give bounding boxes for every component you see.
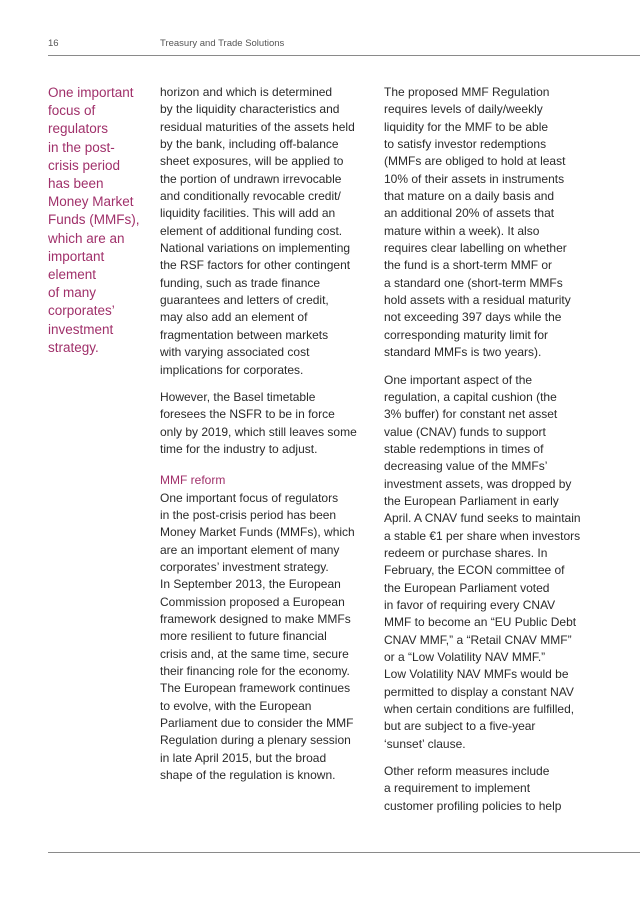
text-line: stable redemptions in times of (384, 441, 544, 456)
text-line: with varying associated cost (160, 345, 310, 360)
text-line: liquidity facilities. This will add an (160, 206, 336, 221)
text-line: which are an (48, 230, 125, 246)
text-line: horizon and which is determined (160, 85, 333, 99)
text-line: in the post-crisis period has been (160, 507, 337, 522)
paragraph (384, 763, 599, 815)
text-line: focus of (48, 103, 96, 119)
text-line: a stable €1 per share when investors (384, 528, 581, 543)
text-line: the fund is a short-term MMF or (384, 258, 553, 273)
text-line: the portion of undrawn irrevocable (160, 171, 342, 186)
text-line: has been (48, 176, 104, 192)
text-line: element of additional funding cost. (160, 223, 343, 238)
text-line: investment (48, 321, 114, 337)
paragraph (384, 84, 599, 362)
text-line: permitted to display a constant NAV (384, 684, 574, 699)
text-line: and conditionally revocable credit/ (160, 189, 341, 204)
text-line: requires levels of daily/weekly (384, 102, 543, 117)
text-line: in the post- (48, 139, 115, 155)
text-line: are an important element of many (160, 542, 340, 557)
paragraph (384, 372, 599, 754)
text-line: sheet exposures, will be applied to (160, 154, 344, 169)
text-line: residual maturities of the assets held (160, 119, 355, 134)
text-line: The proposed MMF Regulation (384, 85, 550, 99)
text-line: ‘sunset’ clause. (384, 736, 466, 751)
text-line: mature within a week). It also (384, 223, 540, 238)
text-line: 10% of their assets in instruments (384, 171, 565, 186)
text-line: when certain conditions are fulfilled, (384, 702, 575, 717)
text-line: their financing role for the economy. (160, 664, 350, 678)
text-line: investment assets, was dropped by (384, 476, 572, 491)
text-line: Parliament due to consider the MMF (160, 716, 354, 731)
paragraph (160, 389, 372, 458)
text-line: Funds (MMFs), (48, 212, 140, 228)
text-line: the RSF factors for other contingent (160, 258, 351, 273)
text-line: may also add an element of (160, 310, 308, 325)
text-line: redeem or purchase shares. In (384, 545, 548, 560)
text-line: corresponding maturity limit for (384, 327, 549, 342)
paragraph (160, 84, 372, 379)
text-line: to satisfy investor redemptions (384, 137, 547, 152)
text-line: regulators (48, 121, 109, 137)
section-heading: MMF reform (160, 473, 226, 488)
text-line: shape of the regulation is known. (160, 768, 336, 783)
text-line: National variations on implementing (160, 241, 351, 256)
column-right (384, 84, 599, 825)
text-line: (MMFs are obliged to hold at least (384, 154, 566, 169)
text-line: customer profiling policies to help (384, 798, 562, 813)
text-line: or a “Low Volatility NAV MMF.” (384, 650, 546, 664)
paragraph (160, 490, 372, 785)
text-line: of many (48, 285, 97, 301)
text-line: funding, such as trade finance (160, 275, 321, 290)
text-line: One important aspect of the (384, 372, 533, 387)
text-line: crisis and, at the same time, secure (160, 646, 349, 661)
text-line: 3% buffer) for constant net asset (384, 407, 558, 422)
text-line: Other reform measures include (384, 764, 550, 779)
text-line: However, the Basel timetable (160, 389, 316, 404)
text-line: in favor of requiring every CNAV (384, 597, 556, 612)
text-line: liquidity for the MMF to be able (384, 119, 549, 134)
text-line: that mature on a daily basis and (384, 189, 555, 204)
text-line: crisis period (48, 157, 121, 173)
footer-rule (48, 852, 640, 853)
text-line: Money Market Funds (MMFs), which (160, 525, 355, 540)
text-line: the European Parliament in early (384, 493, 559, 508)
text-line: Money Market (48, 194, 134, 210)
header-rule (48, 55, 640, 56)
text-line: by the bank, including off-balance (160, 137, 339, 152)
text-line: corporates’ investment strategy. (160, 559, 329, 574)
text-line: a requirement to implement (384, 781, 531, 796)
text-line: a standard one (short-term MMFs (384, 275, 563, 290)
text-line: framework designed to make MMFs (160, 611, 351, 626)
text-line: not exceeding 397 days while the (384, 310, 562, 325)
text-line: One important (48, 85, 134, 100)
text-line: time for the industry to adjust. (160, 441, 318, 456)
text-line: implications for corporates. (160, 362, 304, 377)
text-line: Low Volatility NAV MMFs would be (384, 667, 569, 682)
text-line: element (48, 267, 97, 283)
text-line: only by 2019, which still leaves some (160, 424, 357, 439)
text-line: decreasing value of the MMFs’ (384, 459, 548, 474)
text-line: regulation, a capital cushion (the (384, 389, 557, 404)
text-line: by the liquidity characteristics and (160, 102, 340, 117)
text-line: to evolve, with the European (160, 698, 312, 713)
text-line: foresees the NSFR to be in force (160, 407, 335, 422)
text-line: hold assets with a residual maturity (384, 293, 571, 308)
text-line: more resilient to future financial (160, 629, 327, 644)
pull-quote (48, 84, 148, 357)
text-line: the European Parliament voted (384, 580, 550, 595)
text-line: important (48, 248, 105, 264)
text-line: One important focus of regulators (160, 490, 339, 505)
text-line: requires clear labelling on whether (384, 241, 567, 256)
text-line: guarantees and letters of credit, (160, 293, 329, 308)
running-head: Treasury and Trade Solutions (160, 38, 285, 49)
text-line: value (CNAV) funds to support (384, 424, 546, 439)
text-line: corporates’ (48, 303, 115, 319)
text-line: but are subject to a five-year (384, 719, 536, 734)
text-line: in late April 2015, but the broad (160, 750, 327, 765)
text-line: Commission proposed a European (160, 594, 345, 609)
text-line: Regulation during a plenary session (160, 733, 351, 748)
text-line: The European framework continues (160, 681, 351, 696)
text-line: standard MMFs is two years). (384, 345, 542, 360)
page-number: 16 (48, 38, 59, 49)
text-line: April. A CNAV fund seeks to maintain (384, 511, 581, 526)
text-line: February, the ECON committee of (384, 563, 565, 578)
text-line: an additional 20% of assets that (384, 206, 555, 221)
text-line: In September 2013, the European (160, 577, 341, 592)
text-line: fragmentation between markets (160, 327, 329, 342)
text-line: MMF to become an “EU Public Debt (384, 615, 577, 630)
text-line: CNAV MMF,” a “Retail CNAV MMF” (384, 632, 572, 647)
text-line: strategy. (48, 339, 99, 355)
column-middle (160, 84, 372, 794)
